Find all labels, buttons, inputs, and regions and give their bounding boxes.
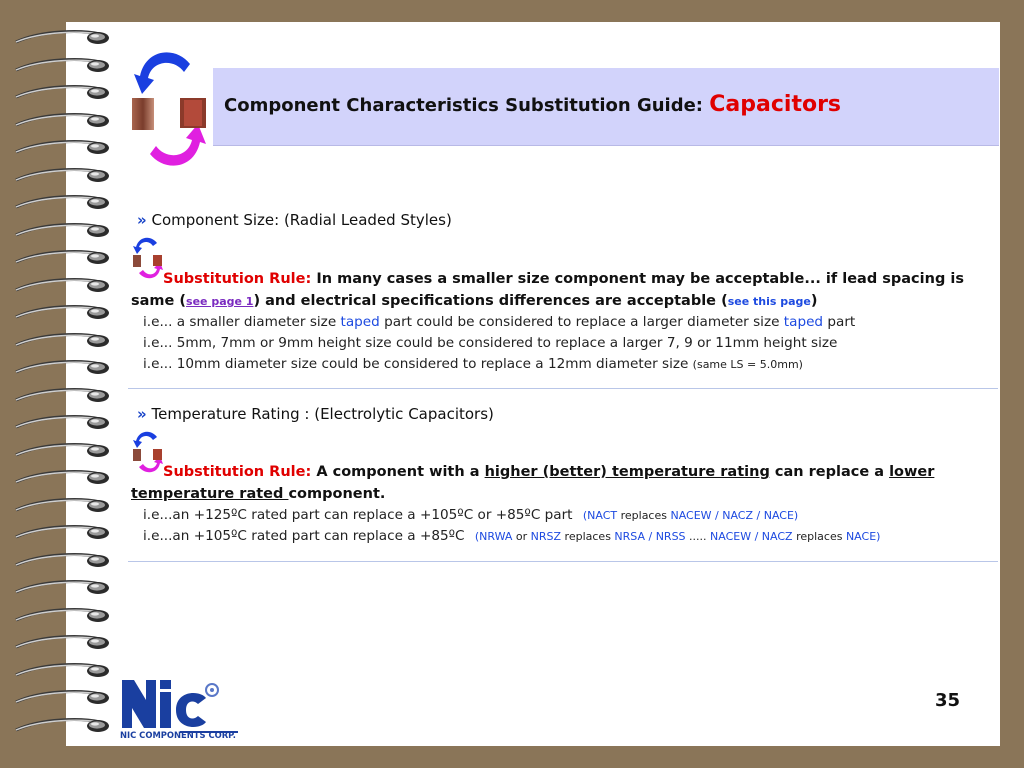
spiral-coil: [12, 386, 112, 406]
section-title-size: [137, 211, 452, 229]
example-line-1: [143, 314, 855, 330]
title-accent: Capacitors: [709, 92, 842, 117]
part-code: NACE): [845, 530, 881, 543]
rule-label: Substitution Rule:: [163, 271, 312, 287]
section-title-temperature: [137, 405, 494, 423]
spiral-coil: [12, 193, 112, 213]
spiral-coil: [12, 688, 112, 708]
spiral-binding: [12, 28, 112, 740]
spiral-coil: [12, 56, 112, 76]
taped-term: taped: [783, 314, 824, 330]
spiral-coil: [12, 331, 112, 351]
spiral-coil: [12, 221, 112, 241]
nic-logo-caption: NIC COMPONENTS CORP.: [120, 730, 236, 740]
example-note: (same LS = 5.0mm): [692, 358, 803, 371]
spiral-coil: [12, 83, 112, 103]
spiral-coil: [12, 496, 112, 516]
part-code: NACEW / NACZ: [710, 530, 793, 543]
spiral-coil: [12, 248, 112, 268]
spiral-coil: [12, 28, 112, 48]
note-word: replaces: [564, 530, 611, 543]
page-number: 35: [935, 690, 961, 711]
rule-temperature: [131, 461, 997, 505]
example-line-2: [143, 335, 837, 351]
rule-text-a: In many cases a smaller size component may be acceptable... if lead spacing is same (: [131, 271, 964, 309]
spiral-coil: [12, 358, 112, 378]
rule-underlined-lower: lower temperature rated: [131, 464, 935, 502]
example-text: i.e...an +125ºC rated part can replace a +105ºC or +85ºC part: [143, 507, 573, 523]
part-code: NACEW / NACZ / NACE): [670, 509, 799, 522]
part-code: NRSZ: [530, 530, 562, 543]
part-code: (NACT: [582, 509, 618, 522]
spiral-coil: [12, 606, 112, 626]
chevron-icon: »: [137, 211, 147, 229]
example-text: part: [823, 314, 856, 330]
spiral-coil: [12, 303, 112, 323]
section-title-text: Temperature Rating : (Electrolytic Capacitors): [151, 405, 494, 423]
section-title-text: Component Size: (Radial Leaded Styles): [151, 211, 452, 229]
spiral-coil: [12, 413, 112, 433]
rule-size: [131, 268, 997, 313]
rule-text-c: ): [810, 293, 818, 309]
example-text: part could be considered to replace a larger diameter size: [379, 314, 784, 330]
spiral-coil: [12, 441, 112, 461]
spiral-coil: [12, 578, 112, 598]
spiral-coil: [12, 276, 112, 296]
part-code: (NRWA: [474, 530, 513, 543]
spiral-coil: [12, 111, 112, 131]
rule-text-b: ) and electrical specifications differences are acceptable (: [253, 293, 728, 309]
spiral-coil: [12, 661, 112, 681]
see-page-1-link[interactable]: see page 1: [186, 295, 254, 308]
title-main: Component Characteristics Substitution Guide:: [224, 95, 703, 116]
taped-term: taped: [340, 314, 380, 330]
rule-text-c: component.: [288, 486, 386, 502]
rule-underlined-higher: higher (better) temperature rating: [484, 464, 770, 480]
example-text: i.e...an +105ºC rated part can replace a +85ºC: [143, 528, 465, 544]
rule-text-b: can replace a: [769, 464, 890, 480]
spiral-coil: [12, 633, 112, 653]
part-code: NRSA / NRSS: [614, 530, 686, 543]
example-note: [583, 509, 798, 522]
example-line-4: [143, 507, 798, 523]
spiral-coil: [12, 551, 112, 571]
page-title: [224, 92, 841, 117]
substitution-arrows-icon: [128, 46, 212, 174]
chevron-icon: »: [137, 405, 147, 423]
example-text: i.e... 10mm diameter size could be considered to replace a 12mm diameter size: [143, 356, 693, 372]
section-divider: [128, 388, 998, 389]
rule-label: Substitution Rule:: [163, 464, 312, 480]
spiral-coil: [12, 523, 112, 543]
section-divider: [128, 561, 998, 562]
note-word: replaces: [620, 509, 667, 522]
spiral-coil: [12, 468, 112, 488]
example-text: i.e... a smaller diameter size: [143, 314, 341, 330]
rule-text-a: A component with a: [316, 464, 485, 480]
example-note: [475, 530, 881, 543]
note-word: .....: [689, 530, 707, 543]
note-word: or: [515, 530, 528, 543]
see-this-page-link[interactable]: see this page: [727, 295, 811, 308]
example-text: i.e... 5mm, 7mm or 9mm height size could be considered to replace a larger 7, 9 or 11mm height size: [143, 335, 838, 351]
spiral-coil: [12, 138, 112, 158]
example-line-3: [143, 356, 803, 372]
note-word: replaces: [796, 530, 843, 543]
spiral-coil: [12, 166, 112, 186]
example-line-5: [143, 528, 880, 544]
spiral-coil: [12, 716, 112, 736]
